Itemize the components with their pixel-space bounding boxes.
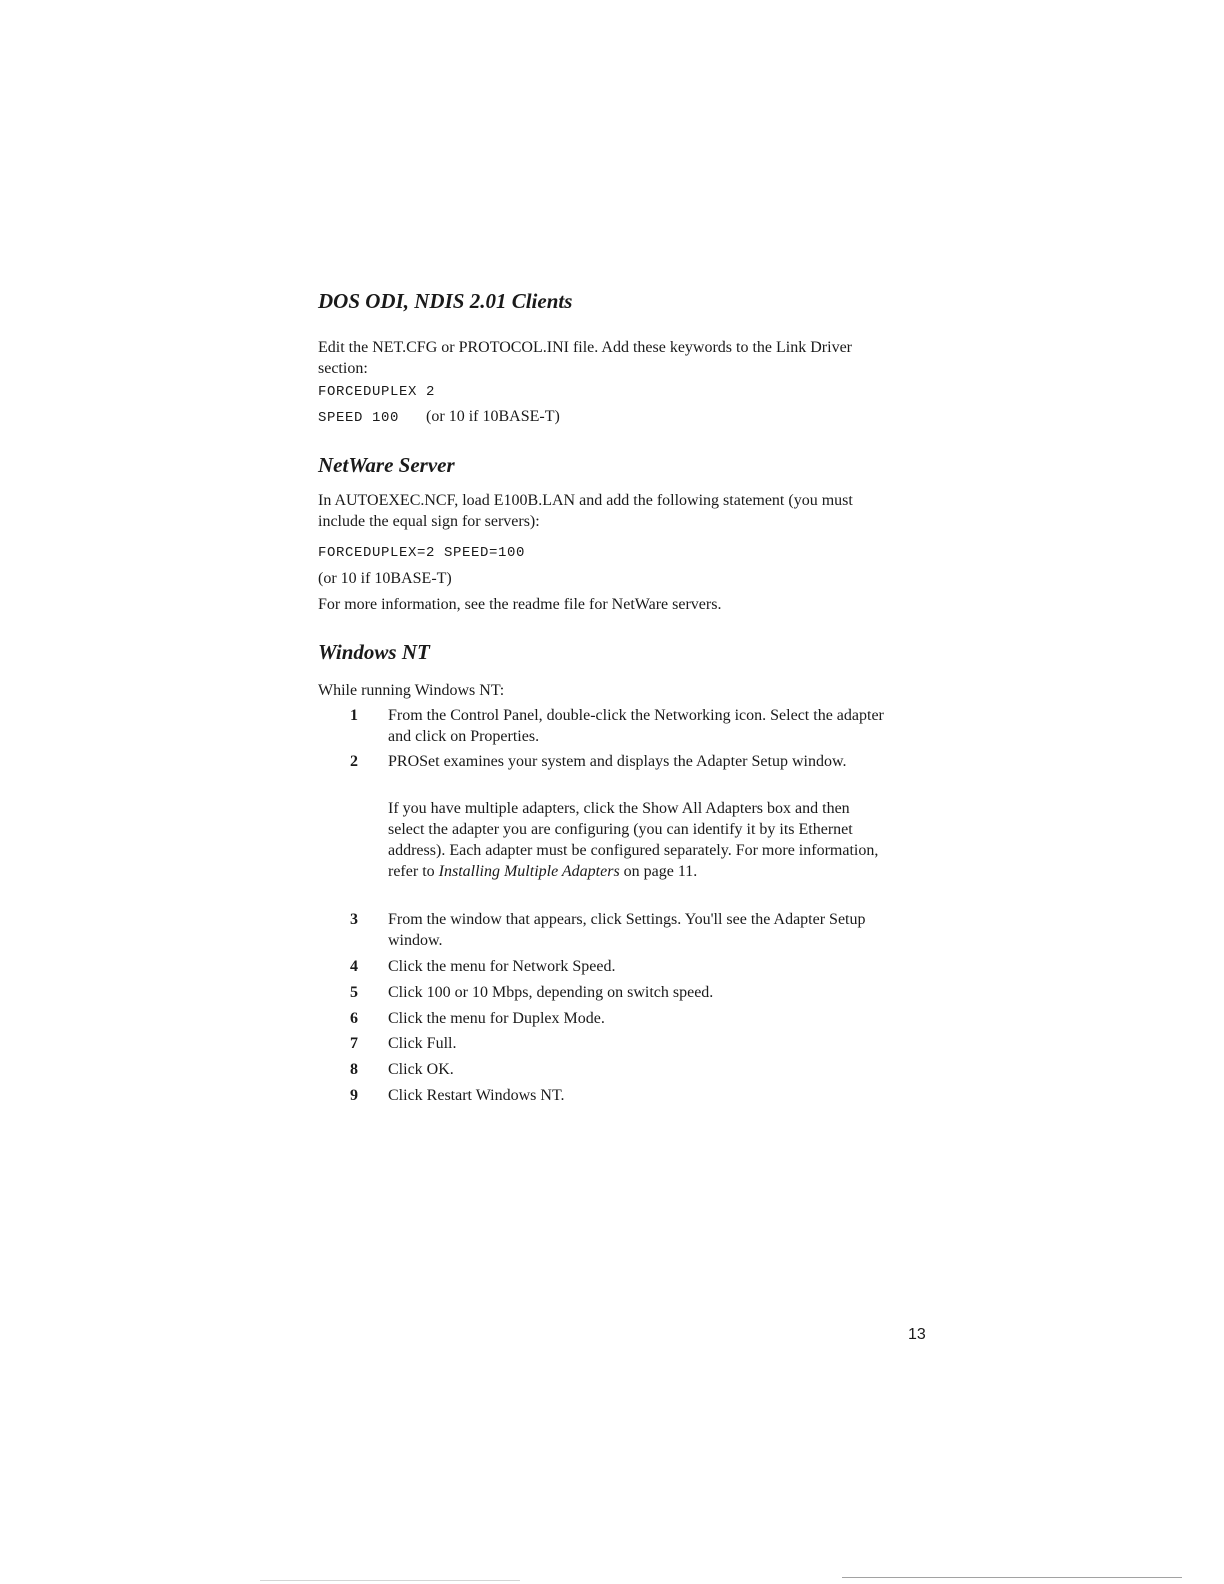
step-number: 3 [350,911,358,928]
step-number: 7 [350,1035,358,1052]
step-text: Click 100 or 10 Mbps, depending on switch speed. [388,984,714,1001]
scan-artifact-line [842,1577,1182,1578]
step2-extra-paragraph [388,798,888,882]
step-text: From the window that appears, click Settings. You'll see the Adapter Setup window. [388,911,866,949]
step-number: 9 [350,1087,358,1104]
dos-code-speed-value: SPEED 100 [318,410,400,426]
netware-code: FORCEDUPLEX=2 SPEED=100 [318,545,526,561]
step-text: Click the menu for Network Speed. [388,958,616,975]
step-text: Click OK. [388,1061,454,1078]
step2-extra-before: If you have multiple adapters, click the Show All Adapters box and then select the adapter you are configuring (you can identify it by its Ethernet address). Each adapter must be configured separately. For more information, refer to [388,800,879,880]
dos-body: Edit the NET.CFG or PROTOCOL.INI file. Add these keywords to the Link Driver section: [318,339,852,377]
dos-code-speed [318,408,560,426]
dos-code-forceduplex: FORCEDUPLEX 2 [318,384,436,400]
netware-more-info: For more information, see the readme file for NetWare servers. [318,596,722,613]
step-number: 4 [350,958,358,975]
nt-intro: While running Windows NT: [318,682,505,699]
step-text: From the Control Panel, double-click the Networking icon. Select the adapter and click on Properties. [388,707,884,745]
step-number: 6 [350,1010,358,1027]
section-heading-dos: DOS ODI, NDIS 2.01 Clients [318,289,573,313]
cross-reference-link: Installing Multiple Adapters [438,863,620,880]
section-heading-netware: NetWare Server [318,453,455,477]
page-number: 13 [908,1326,926,1343]
step-text: Click the menu for Duplex Mode. [388,1010,605,1027]
step-number: 1 [350,707,358,724]
step-number: 2 [350,753,358,770]
netware-note: (or 10 if 10BASE-T) [318,570,452,587]
section-heading-windows-nt: Windows NT [318,640,430,664]
step-text: Click Restart Windows NT. [388,1087,565,1104]
step-number: 8 [350,1061,358,1078]
step-text: Click Full. [388,1035,457,1052]
netware-body: In AUTOEXEC.NCF, load E100B.LAN and add the following statement (you must include the equal sign for servers): [318,492,853,530]
scan-artifact-line [260,1580,520,1581]
step2-extra-after: on page 11. [619,863,698,880]
dos-code-speed-note: (or 10 if 10BASE-T) [426,408,560,425]
step-number: 5 [350,984,358,1001]
step-text: PROSet examines your system and displays the Adapter Setup window. [388,753,847,770]
